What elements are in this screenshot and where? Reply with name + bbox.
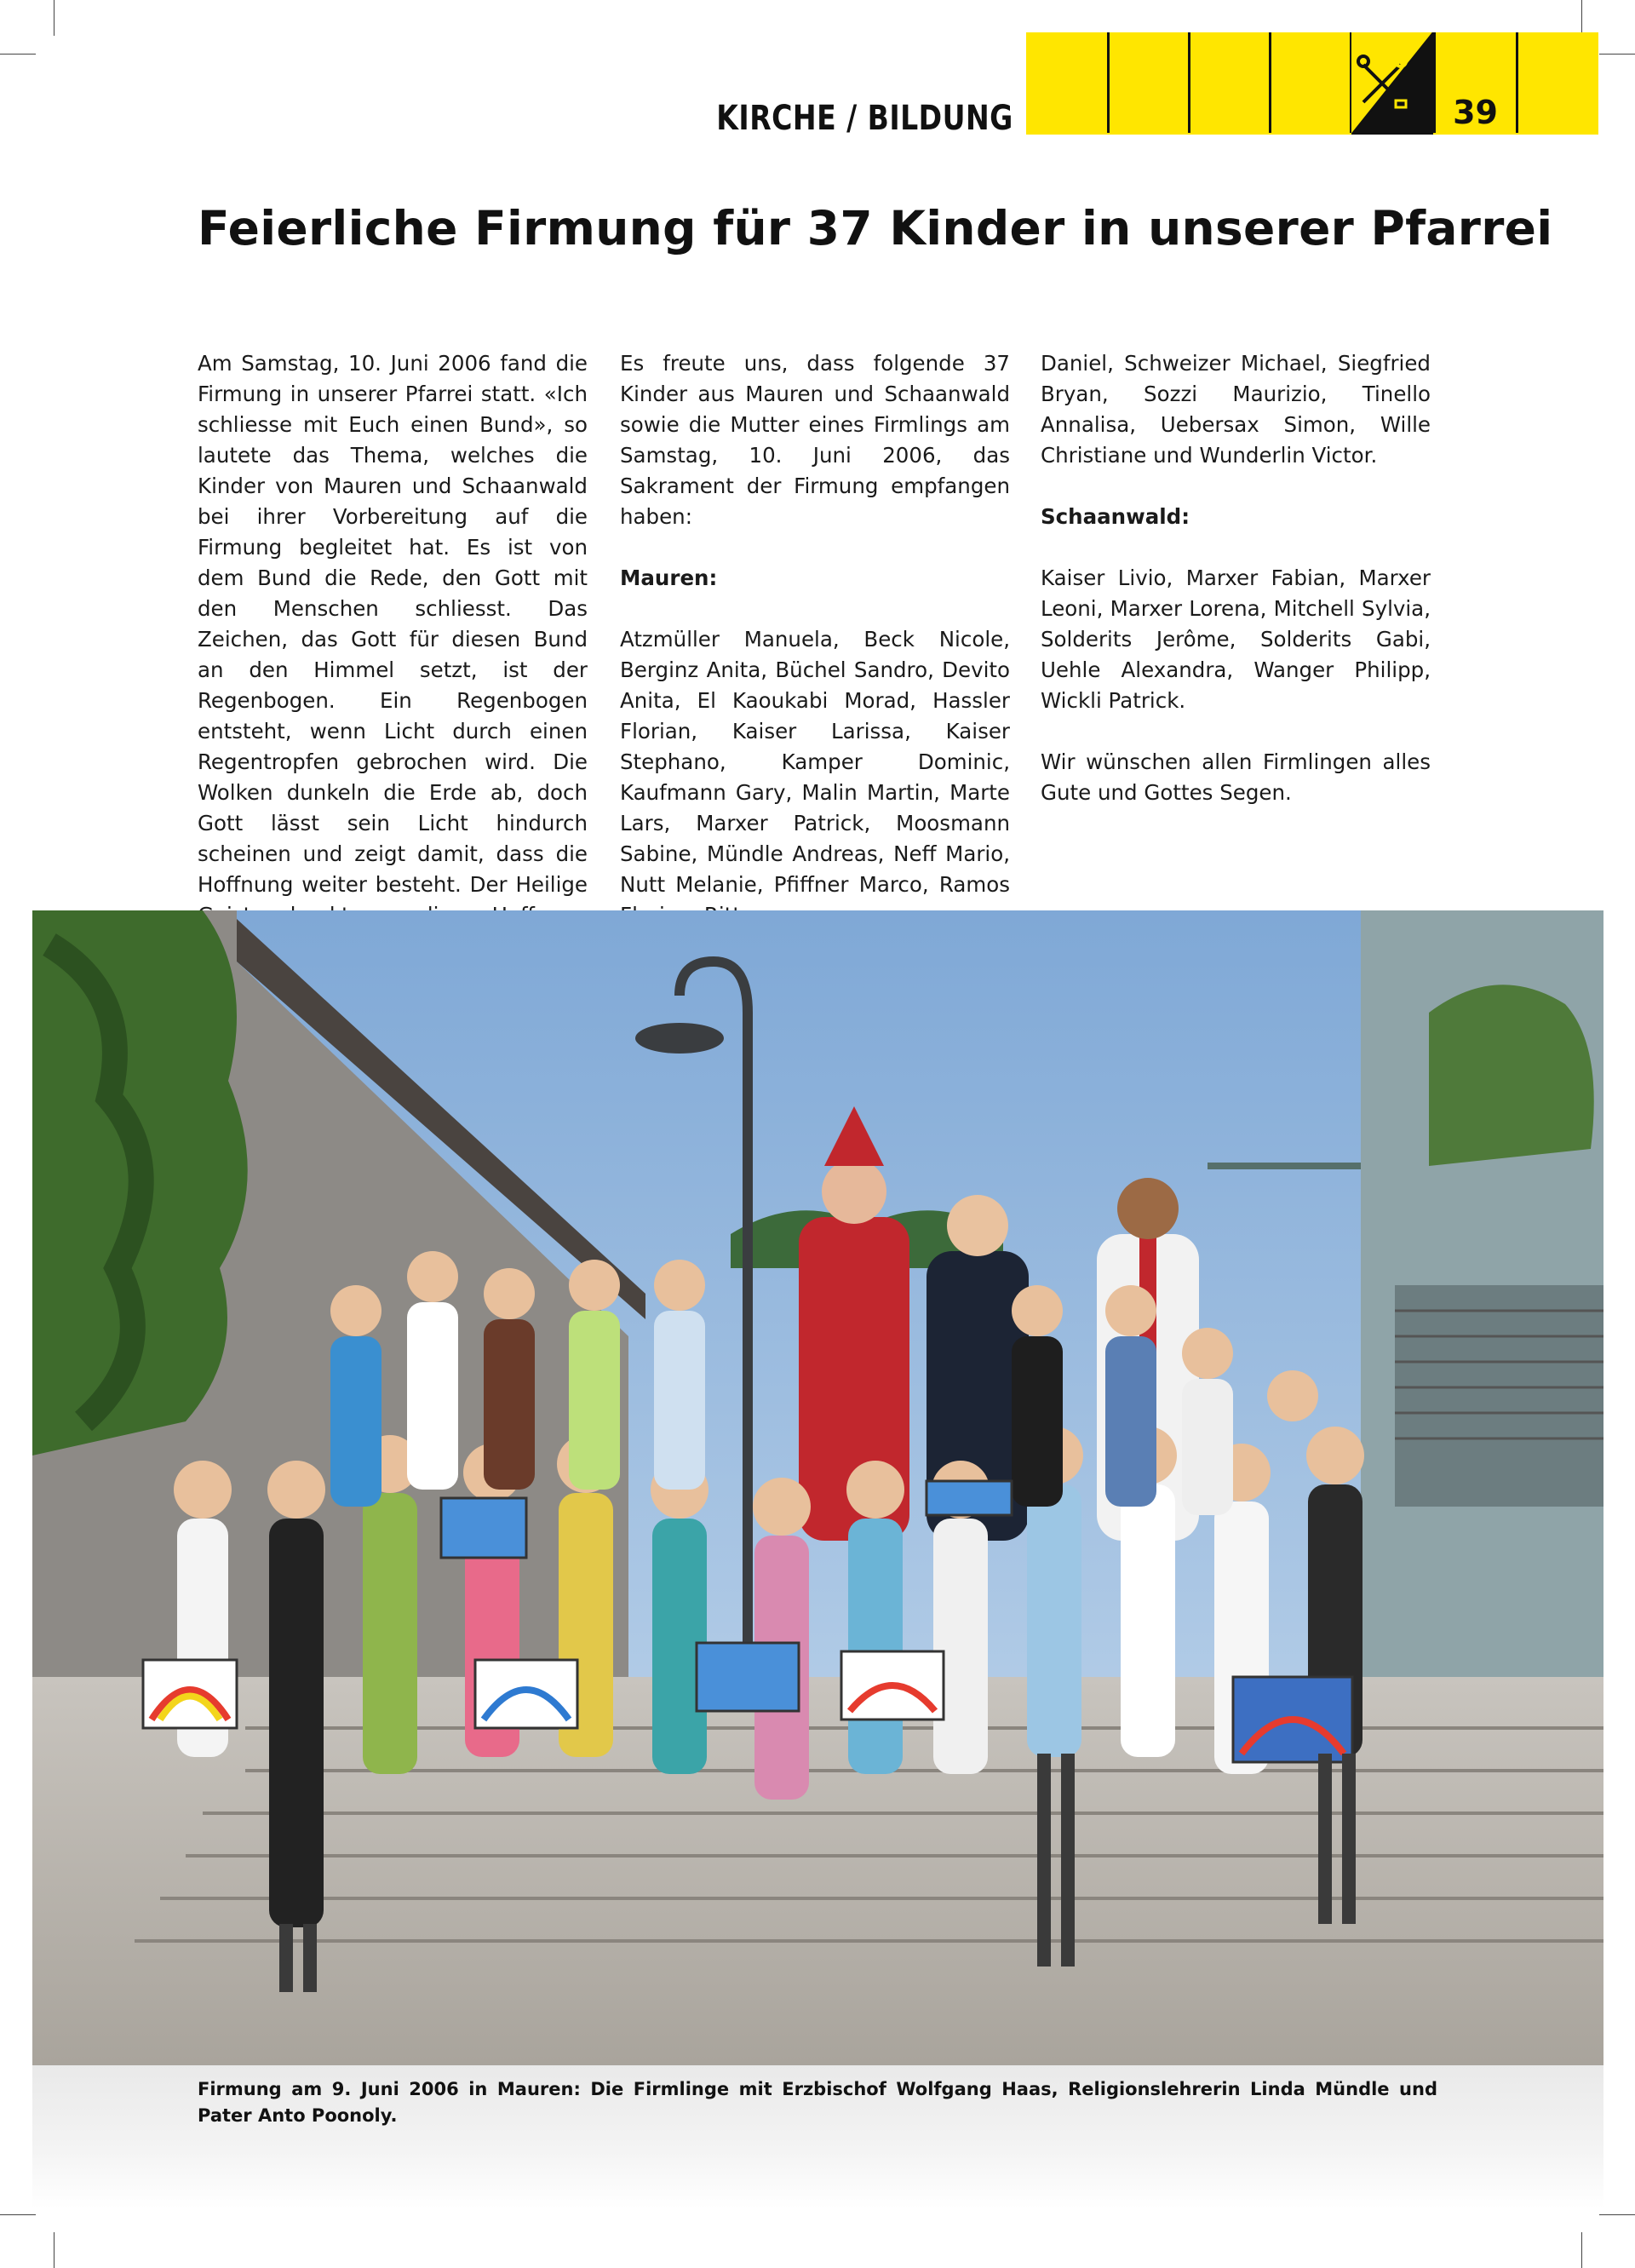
page-number: 39 (1453, 94, 1498, 131)
section-title: KIRCHE / BILDUNG (716, 99, 1013, 138)
article-title: Feierliche Firmung für 37 Kinder in unserer Pfarrei (198, 201, 1553, 256)
crop-mark (1599, 54, 1635, 55)
band-divider (1269, 32, 1271, 133)
band-divider (1107, 32, 1110, 133)
text-column-2 (620, 348, 1010, 962)
crop-mark (1581, 0, 1582, 36)
closing-text: Wir wünschen allen Firmlingen alles Gute und Gottes Segen. (1041, 749, 1431, 805)
header-band (1026, 32, 1598, 135)
mauren-names-continued: Daniel, Schweizer Michael, Siegfried Bryan, Sozzi Maurizio, Tinello Annalisa, Uebersax Simon, Wille Christiane und Wunderlin Victor. (1041, 351, 1431, 468)
mauren-heading: Mauren: (620, 566, 718, 590)
text-column-3 (1041, 348, 1431, 839)
schaanwald-names: Kaiser Livio, Marxer Fabian, Marxer Leoni, Marxer Lorena, Mitchell Sylvia, Solderits Jerôme, Solderits Gabi, Uehle Alexandra, Wanger Philipp, Wickli Patrick. (1041, 566, 1431, 713)
body-paragraph: Es freute uns, dass folgende 37 Kinder aus Mauren und Schaanwald sowie die Mutter eines Firmlings am Samstag, 10. Juni 2006, das Sakrament der Firmung empfangen haben: (620, 351, 1010, 529)
coat-of-arms-icon (1351, 32, 1433, 135)
crop-mark (1599, 2214, 1635, 2215)
crop-mark (0, 54, 36, 55)
band-divider (1433, 32, 1436, 133)
group-photo-illustration (32, 910, 1603, 2065)
photo-caption: Firmung am 9. Juni 2006 in Mauren: Die Firmlinge mit Erzbischof Wolfgang Haas, Religionslehrerin Linda Mündle und Pater Anto Poonoly. (198, 2079, 1437, 2126)
crop-mark (0, 2214, 36, 2215)
mauren-names: Atzmüller Manuela, Beck Nicole, Berginz Anita, Büchel Sandro, Devito Anita, El Kaoukabi Morad, Hassler Florian, Kaiser Larissa, Kaiser Stephano, Kamper Dominic, Kaufmann Gary, Malin Martin, Marte Lars, Marxer Patrick, Moosmann Sabine, Mündle Andreas, Neff Mario, Nutt Melanie, Pfiffner Marco, Ramos (620, 627, 1010, 897)
group-photo (32, 910, 1603, 2065)
band-divider (1188, 32, 1190, 133)
band-divider (1516, 32, 1518, 133)
body-paragraph: Am Samstag, 10. Juni 2006 fand die Firmung in unserer Pfarrei statt. «Ich schliesse mit Euch einen Bund», so lautete das Thema, welches die Kinder von Mauren und Schaanwald bei ihrer Vorbereitung auf die Firmung begleitet hat. Es ist von dem Bund die Rede, den Gott mit den Menschen schliesst. Das Zeichen, das Gott für diesen Bund an den Himmel setzt, ist der Regenbogen. Ein Regenbogen entsteht, wenn Licht durch einen Regentropfen gebrochen wird. Die Wolken dunkeln die Erde ab, doch Gott lässt sein Licht hindurch scheinen und zeigt damit, dass die Hoffnung weiter besteht. Der Heilige (198, 351, 588, 897)
schaanwald-heading: Schaanwald: (1041, 504, 1190, 529)
crop-mark (1581, 2232, 1582, 2268)
